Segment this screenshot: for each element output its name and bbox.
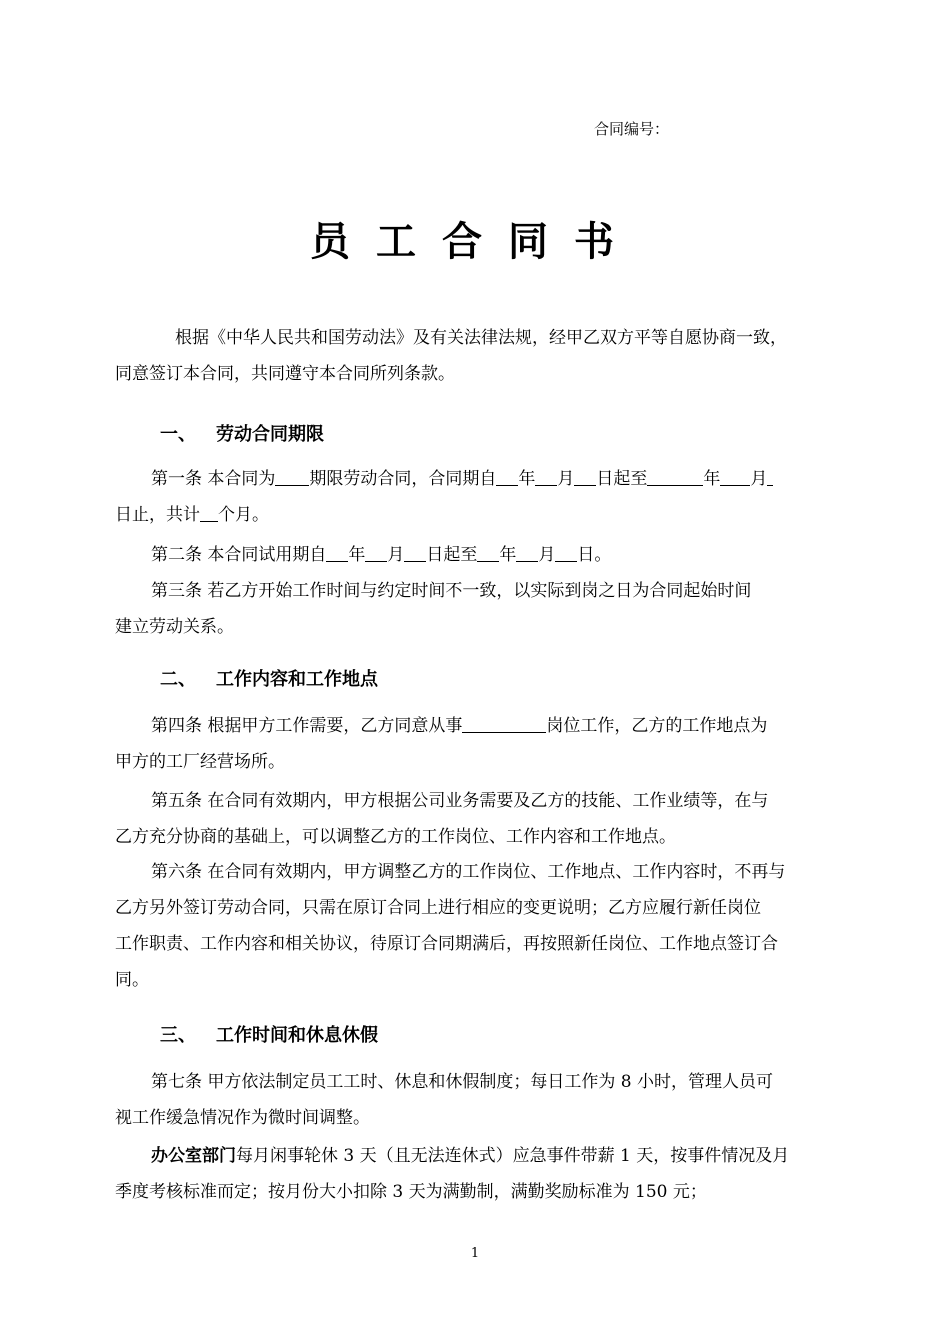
article-3-line-1: 第三条 若乙方开始工作时间与约定时间不一致，以实际到岗之日为合同起始时间 [151, 581, 752, 601]
section-title: 工作时间和休息休假 [216, 1025, 378, 1046]
office-department-rule [115, 1138, 837, 1210]
article-7 [115, 1064, 837, 1136]
blank-field [574, 467, 596, 486]
office-rule-line-1: 办公室部门每月闲事轮休 3 天（且无法连休式）应急事件带薪 1 天，按事件情况及月 [151, 1146, 790, 1166]
section-heading-3 [160, 1021, 378, 1047]
blank-field [200, 503, 218, 522]
article-7-line-2: 视工作缓急情况作为微时间调整。 [115, 1108, 370, 1128]
blank-field [404, 543, 426, 562]
article-2 [115, 537, 837, 573]
article-3-line-2: 建立劳动关系。 [115, 617, 234, 637]
blank-field [555, 543, 577, 562]
office-department-label: 办公室部门 [151, 1146, 236, 1166]
article-4-line-2: 甲方的工厂经营场所。 [115, 752, 285, 772]
article-6-line-3: 工作职责、工作内容和相关协议，待原订合同期满后，再按照新任岗位、工作地点签订合 [115, 934, 778, 954]
section-heading-2 [160, 665, 378, 691]
contract-number-label: 合同编号： [594, 120, 670, 138]
article-1 [115, 461, 837, 533]
blank-field [462, 714, 546, 733]
document-title: 员工合同书 [310, 219, 640, 265]
article-6-line-1: 第六条 在合同有效期内，甲方调整乙方的工作岗位、工作地点、工作内容时，不再与 [151, 862, 786, 882]
article-2-line-1: 第二条 本合同试用期自 年 月 日起至 年 月 日。 [151, 545, 612, 565]
blank-field [326, 543, 348, 562]
office-rule-line-2: 季度考核标准而定；按月份大小扣除 3 天为满勤制，满勤奖励标准为 150 元； [115, 1182, 707, 1202]
article-6-line-4: 同。 [115, 970, 149, 990]
page-number: 1 [470, 1246, 480, 1261]
article-3 [115, 573, 837, 645]
intro-line-1: 根据《中华人民共和国劳动法》及有关法律法规，经甲乙双方平等自愿协商一致， [175, 328, 787, 348]
article-1-line-1: 第一条 本合同为 期限劳动合同，合同期自 年 月 日起至 年 月 [115, 461, 837, 497]
blank-field [365, 543, 387, 562]
blank-field [275, 467, 309, 486]
article-1-line-2: 日止，共计 个月。 [115, 505, 269, 525]
blank-field [516, 543, 538, 562]
intro-paragraph [115, 320, 837, 392]
intro-line-2: 同意签订本合同，共同遵守本合同所列条款。 [115, 364, 455, 384]
article-5 [115, 783, 837, 855]
article-5-line-1: 第五条 在合同有效期内，甲方根据公司业务需要及乙方的技能、工作业绩等，在与 [151, 791, 769, 811]
article-4-line-1: 第四条 根据甲方工作需要，乙方同意从事 岗位工作，乙方的工作地点为 [151, 716, 768, 736]
blank-field [767, 467, 773, 486]
article-6-line-2: 乙方另外签订劳动合同，只需在原订合同上进行相应的变更说明；乙方应履行新任岗位 [115, 898, 761, 918]
blank-field [647, 467, 703, 486]
article-6 [115, 854, 837, 998]
section-title: 工作内容和工作地点 [216, 669, 378, 690]
section-heading-1 [160, 420, 324, 446]
blank-field [720, 467, 750, 486]
section-number: 三、 [160, 1025, 196, 1046]
article-7-line-1: 第七条 甲方依法制定员工工时、休息和休假制度；每日工作为 8 小时，管理人员可 [151, 1072, 774, 1092]
blank-field [535, 467, 557, 486]
section-number: 一、 [160, 424, 196, 445]
blank-field [496, 467, 518, 486]
article-4 [115, 708, 837, 780]
section-title: 劳动合同期限 [216, 424, 324, 445]
blank-field [477, 543, 499, 562]
article-5-line-2: 乙方充分协商的基础上，可以调整乙方的工作岗位、工作内容和工作地点。 [115, 827, 676, 847]
section-number: 二、 [160, 669, 196, 690]
